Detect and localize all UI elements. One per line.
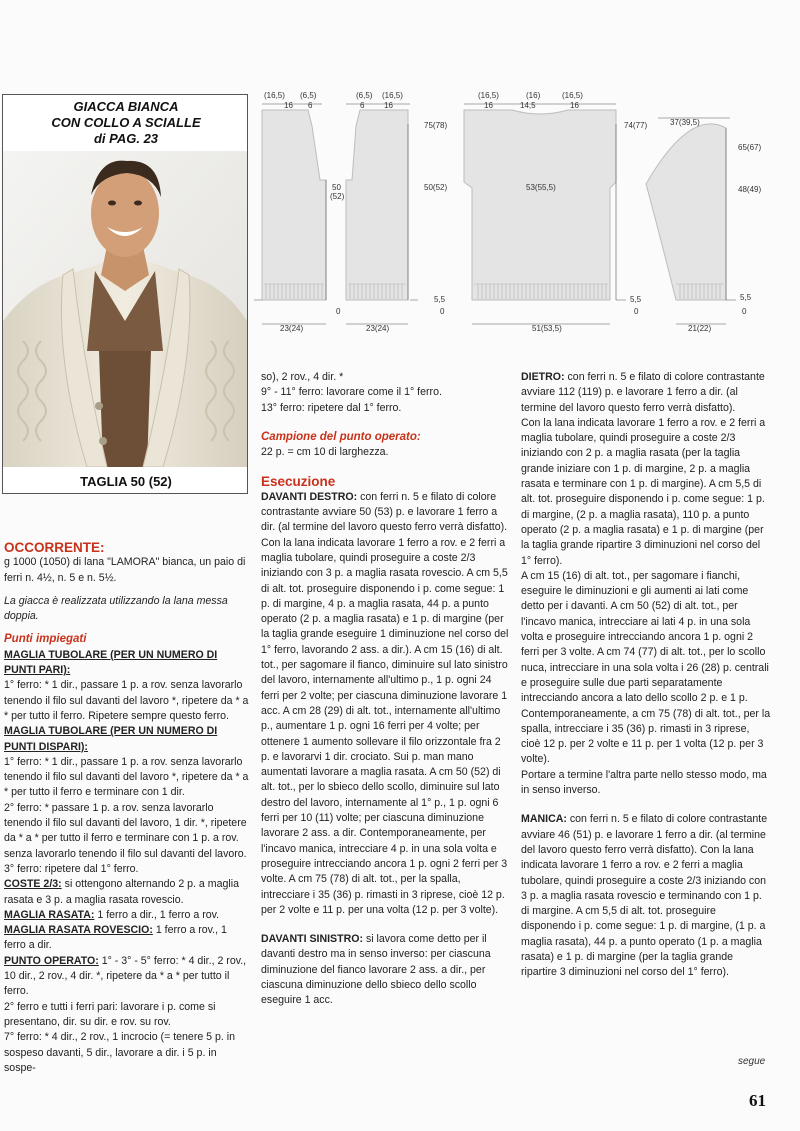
front-left-piece [262,110,326,300]
po-title: PUNTO OPERATO: [4,954,99,967]
bk-top-e: 14,5 [520,101,536,110]
cont-2: 9° - 11° ferro: lavorare come il 1° ferro. [261,386,442,399]
fr-top-a: (6,5) [356,91,373,100]
column-3 [521,370,771,981]
fr-top-b: (16,5) [382,91,403,100]
fr-bottom: 23(24) [366,324,390,333]
fl-zero: 0 [336,307,341,316]
fr-top-c: 6 [360,101,365,110]
cont-3: 13° ferro: ripetere dal 1° ferro. [261,401,402,414]
bk-h1: 74(77) [624,121,648,130]
bk-top-b: (16) [526,91,541,100]
sl-top: 37(39,5) [670,118,700,127]
mt-dispari-title: MAGLIA TUBOLARE (PER UN NUMERO DI PUNTI DISPARI): [4,725,218,753]
column-1 [4,540,250,1076]
page-number: 61 [749,1091,766,1110]
bk-top-c: (16,5) [562,91,583,100]
dietro-title: DIETRO: [521,371,565,383]
photo-box [2,94,248,494]
sl-h3: 5,5 [740,293,752,302]
photo-title-line-3: di PAG. 23 [93,131,159,146]
fr-h2: 50(52) [424,183,448,192]
mt-pari-title: MAGLIA TUBOLARE (PER UN NUMERO DI PUNTI PARI): [4,648,218,677]
sl-h1: 65(67) [738,143,762,152]
mrr-entry [4,923,250,954]
front-right-piece [346,110,408,300]
fl-top-b: (6,5) [300,91,317,100]
occorrente-title: OCCORRENTE: [4,540,105,555]
fl-top-d: 6 [308,101,313,110]
size-label: TAGLIA 50 (52) [80,474,172,489]
dietro-text-2: Con la lana indicata lavorare 1 ferro a rov. e 2 ferri a maglia tubolare, quindi proseguire a coste 2/3 iniziando con 2 p. a maglia rasata (per la taglia grande iniziare con 1 p. di margine, 2 p. a maglia rasata e terminare con 1 p. di margine). A cm 5,5 di alt. tot. proseguire disponendo i p. come segue: 1 p. di margine, (2 p. a maglia rasata), 110 p. a punto operato (2 p. a maglia rasata) e 1 p. di margine (per la taglia grande ripartire 3 diminuzioni nel corso del 1° ferro). [521,416,766,567]
bk-top-d: 16 [484,101,493,110]
photo-title [3,99,249,147]
column-2 [261,370,509,1009]
po-entry [4,954,250,1000]
cont-1: so), 2 rov., 4 dir. * [261,371,344,383]
po-text-2: 2° ferro e tutti i ferri pari: lavorare i p. come si presentano, dir. su dir. e rov. su rov. [4,1000,216,1028]
fr-h1: 75(78) [424,121,448,130]
coste-title: COSTE 2/3: [4,878,62,891]
esecuzione-title: Esecuzione [261,474,336,490]
photo-title-line-1: GIACCA BIANCA [73,99,179,114]
dd-entry [261,490,509,918]
dietro-text-3: A cm 15 (16) di alt. tot., per sagomare i fianchi, eseguire le diminuzioni e gli aumenti ai lati come detto per i davanti. A cm 50 (52) di alt. tot., per l'incavo manica, intrecciare ai lati 4 p. in una sola volta e proseguire intrecciando ancora 1 p. ogni 2 ferri per 3 volte. A cm 74 (77) di alt. tot., per lo scollo nuca, intrecciare in una sola volta i 26 (28) p. centrali e proseguire sulle due parti separatamente intrecciando ancora a lato dello scollo 2 p. e 1 p. Contemporaneamente, a cm 75 (78) di alt. tot., per la spalla, intrecciare i 35 (36) p. rimasti in 3 riprese, cioè 12 p. per 2 volte e 11 p. per 1 volta (12 p. per 3 volte). [521,569,771,766]
segue-label: segue [738,1056,766,1067]
bk-zero: 0 [634,307,639,316]
sl-bottom: 21(22) [688,324,712,333]
ds-text: si lavora come detto per il davanti destro ma in senso inverso: per ciascuna diminuzione del fianco lavorare 2 ass. a dir., per ciascuna diminuzione dello sbieco dello scollo eseguire 1 acc. [261,933,491,1007]
fl-top-c: 16 [284,101,293,110]
fr-zero: 0 [440,307,445,316]
mrr-title: MAGLIA RASATA ROVESCIO: [4,924,153,937]
bk-bottom: 51(53,5) [532,324,562,333]
mr-title: MAGLIA RASATA: [4,908,95,921]
po-text-1: 1° - 3° - 5° ferro: * 4 dir., 2 rov., 10 dir., 2 rov., 4 dir. *, ripetere da * a * per tutto il ferro. [4,954,247,998]
dd-title: DAVANTI DESTRO: [261,490,358,503]
mt-dispari-text-2: 2° ferro: * passare 1 p. a rov. senza lavorarlo tenendo il filo sul davanti del lavoro, 1 dir. *, ripetere da * a * per tutto il ferro e terminare con 1 p. a rov. senza lavorarlo tenendo il filo sul davanti del lavoro. [4,801,247,860]
sl-h2: 48(49) [738,185,762,194]
giacca-note: La giacca è realizzata utilizzando la lana messa doppia. [4,594,228,623]
model-photo [3,151,247,467]
campione-title: Campione del punto operato: [261,430,421,443]
coste-text: si ottengono alternando 2 p. a maglia rasata e 3 p. a maglia rasata rovescio. [4,878,239,906]
back-piece [464,110,616,300]
mr-text: 1 ferro a dir., 1 ferro a rov. [94,908,220,921]
sleeve-piece [646,124,726,300]
coste-entry [4,877,250,908]
dd-text: con ferri n. 5 e filato di colore contrastante avviare 50 (53) p. e lavorare 1 ferro a dir. (al termine del lavoro questo ferro verrà disfatto). Con la lana indicata lavorare 1 ferro a rov. e 2 ferri a maglia tubolare, quindi proseguire a coste 2/3 iniziando con 3 p. a maglia rasata rovescio. A cm 5,5 di alt. tot. proseguire disponendo i p. come segue: 1 p. di margine, 4 p. a maglia rasata, 44 p. a punto operato (2 p. a maglia rasata) e 1 p. di margine (per la taglia grande eseguire 1 diminuzione nel corso del 1° ferro, lavorando 2 ass. a dir.). A cm 15 (16) di alt. tot., per sagomare il fianco, diminuire sul lato sinistro del lavoro, internamente all'ultimo p., 1 p. ogni 24 ferri per 2 volte; per ciascuna diminuzione lavorare 1 acc. A cm 28 (29) di alt. tot., internamente all'ultimo p., aumentare 1 p. ogni 16 ferri per 4 volte; per ottenere 1 aumento sollevare il filo orizzontale fra 2 p. e lavorarvi 1 dir. crociato. Sui p. man mano aumentati lavorare a maglia rasata. A cm 50 (52) di alt. tot., per lo sbieco dello scollo, diminuire sul lato destro del lavoro, internamente al 1° p., 1 p. ogni 6 ferri per 10 (11) volte; per ciascuna diminuzione lavorare 2 ass. a dir. Contemporaneamente, per l'incavo manica, intrecciare 4 p. in una sola volta e proseguire intrecciando ancora 1 p. ogni 2 ferri per 3 volte. A cm 75 (78) di alt. tot., per la spalla, intrecciare i 35 (36) p. rimasti in 3 riprese, cioè 12 p. per 2 volte e 11 p. per una volta (12 p. per 3 volte). [261,490,509,916]
fl-bottom: 23(24) [280,324,304,333]
manica-text: con ferri n. 5 e filato di colore contrastante avviare 46 (51) p. e lavorare 1 ferro a dir. (al termine del lavoro questo ferro verrà disfatto). Con la lana indicata lavorare 1 ferro a rov. e 2 ferri a maglia tubolare, quindi proseguire a coste 2/3 iniziando con 3 p. a maglia rasata rovescio e terminando con 1 p. di margine. A cm 5,5 di alt. tot. proseguire disponendo i p. come segue: 1 p. di margine, (1 p. a maglia rasata), 44 p. a punto operato (1 p. a maglia rasata) e 1 p. di margine (per la taglia grande ripartire 3 diminuzioni nel corso del 1° ferro). [521,813,768,979]
punti-title: Punti impiegati [4,633,87,646]
photo-title-line-2: CON COLLO A SCIALLE [51,115,201,130]
manica-entry [521,812,771,980]
fr-h3: 5,5 [434,295,446,304]
fl-top-a: (16,5) [264,91,285,100]
bk-h2: 53(55,5) [526,183,556,192]
ds-entry [261,932,509,1008]
dietro-text-1: con ferri n. 5 e filato di colore contrastante avviare 112 (119) p. e lavorare 1 ferro a dir. (al termine del lavoro questo ferro verrà disfatto). [521,371,765,414]
mr-entry [4,908,250,923]
bk-top-a: (16,5) [478,91,499,100]
dietro-text-4: Portare a termine l'altra parte nello stesso modo, ma in senso inverso. [521,768,767,797]
fl-mid-b: (52) [330,192,345,201]
manica-title: MANICA: [521,813,567,826]
bk-top-f: 16 [570,101,579,110]
dietro-entry [521,370,771,416]
sl-zero: 0 [742,307,747,316]
bk-h3: 5,5 [630,295,642,304]
campione-text: 22 p. = cm 10 di larghezza. [261,446,389,459]
po-text-3: 7° ferro: * 4 dir., 2 rov., 1 incrocio (= tenere 5 p. in sospeso davanti, 5 dir., lavorare a dir. i 5 p. in sospe- [4,1031,236,1074]
ds-title: DAVANTI SINISTRO: [261,933,364,946]
fr-top-d: 16 [384,101,393,110]
mt-pari-text: 1° ferro: * 1 dir., passare 1 p. a rov. senza lavorarlo tenendo il filo sul davanti del lavoro *, ripetere da * a * per tutto il ferro. Ripetere sempre questo ferro. [4,679,249,722]
fl-mid-a: 50 [332,183,341,192]
occorrente-text: g 1000 (1050) di lana "LAMORA" bianca, un paio di ferri n. 4½, n. 5 e n. 5½. [4,556,246,584]
mt-dispari-text-1: 1° ferro: * 1 dir., passare 1 p. a rov. senza lavorarlo tenendo il filo sul davanti del lavoro *, ripetere da * a * per tutto il ferro e terminare con 1 dir. [4,755,249,799]
mt-dispari-text-3: 3° ferro: ripetere dal 1° ferro. [4,862,139,875]
pattern-schematic [250,88,800,338]
mrr-text: 1 ferro a rov., 1 ferro a dir. [4,924,227,952]
